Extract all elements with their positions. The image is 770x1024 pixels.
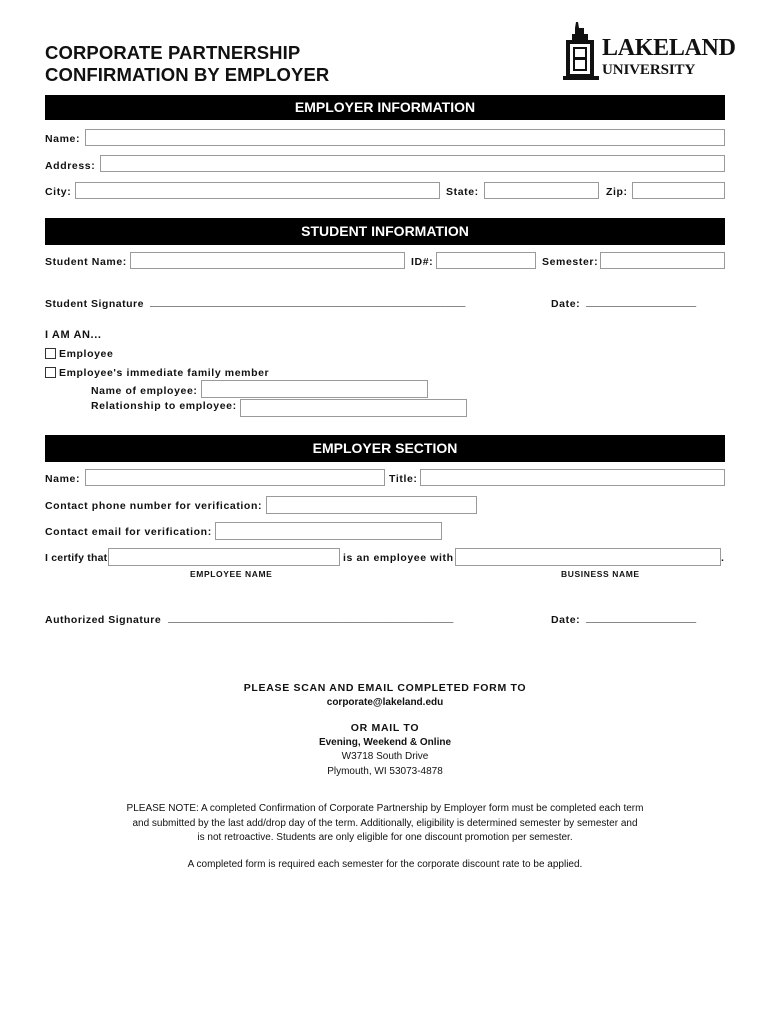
employer-city-label: City: xyxy=(45,186,72,198)
certify-period: . xyxy=(721,552,725,564)
student-date-line[interactable]: ______________________ xyxy=(586,297,697,307)
note-line-3: is not retroactive. Students are only eligible for one discount promotion per semester. xyxy=(197,832,573,843)
business-name-caption: BUSINESS NAME xyxy=(561,569,640,579)
student-information-header: STUDENT INFORMATION xyxy=(45,218,725,245)
employer-state-label: State: xyxy=(446,186,479,198)
employer-section-name-field[interactable] xyxy=(85,469,385,486)
page-title xyxy=(45,42,329,86)
authorized-date-line[interactable]: ______________________ xyxy=(586,613,697,623)
authorized-signature-label: Authorized Signature xyxy=(45,614,162,626)
certify-employee-name-field[interactable] xyxy=(108,548,340,566)
employer-address-label: Address: xyxy=(45,160,96,172)
employee-checkbox[interactable] xyxy=(45,348,56,359)
student-signature-label: Student Signature xyxy=(45,298,144,310)
contact-phone-label: Contact phone number for verification: xyxy=(45,500,263,512)
student-date-label: Date: xyxy=(551,298,581,310)
employer-section-name-label: Name: xyxy=(45,473,81,485)
please-note-paragraph xyxy=(45,802,725,846)
family-member-option-label: Employee's immediate family member xyxy=(59,367,270,379)
employer-name-field[interactable] xyxy=(85,129,725,146)
note-line-4: A completed form is required each semester for the corporate discount rate to be applied. xyxy=(187,859,583,870)
authorized-signature-line[interactable]: _________________________________________________________ xyxy=(168,613,454,623)
employee-option-label: Employee xyxy=(59,348,114,360)
page-title-line2: CONFIRMATION BY EMPLOYER xyxy=(45,64,330,85)
employer-zip-field[interactable] xyxy=(632,182,725,199)
student-id-label: ID#: xyxy=(411,256,434,268)
authorized-date-label: Date: xyxy=(551,614,581,626)
employer-information-header: EMPLOYER INFORMATION xyxy=(45,95,725,120)
student-signature-line[interactable]: _______________________________________________________________ xyxy=(150,297,466,307)
lakeland-university-logo xyxy=(562,20,736,82)
employer-section-title-field[interactable] xyxy=(420,469,725,486)
tower-icon xyxy=(562,20,602,82)
certify-label: I certify that xyxy=(45,552,108,564)
employee-name-caption: EMPLOYEE NAME xyxy=(190,569,273,579)
semester-label: Semester: xyxy=(542,256,599,268)
employer-state-field[interactable] xyxy=(484,182,599,199)
student-name-field[interactable] xyxy=(130,252,405,269)
family-member-checkbox[interactable] xyxy=(45,367,56,378)
submission-email: corporate@lakeland.edu xyxy=(326,697,444,708)
mail-heading: OR MAIL TO xyxy=(350,722,420,734)
semester-field[interactable] xyxy=(600,252,725,269)
relationship-field[interactable] xyxy=(240,399,467,417)
certify-business-name-field[interactable] xyxy=(455,548,721,566)
employer-name-label: Name: xyxy=(45,133,81,145)
employer-section-header: EMPLOYER SECTION xyxy=(45,435,725,462)
employer-address-field[interactable] xyxy=(100,155,725,172)
page-title-line1: CORPORATE PARTNERSHIP xyxy=(45,42,301,63)
mail-city: Plymouth, WI 53073-4878 xyxy=(327,766,443,777)
logo-university: UNIVERSITY xyxy=(602,62,696,78)
contact-email-label: Contact email for verification: xyxy=(45,526,212,538)
employer-section-title-label: Title: xyxy=(389,473,418,485)
student-name-label: Student Name: xyxy=(45,256,127,268)
name-of-employee-label: Name of employee: xyxy=(91,385,198,397)
note-line-2: and submitted by the last add/drop day of the term. Additionally, eligibility is determined semester by semester and xyxy=(132,817,638,829)
mail-street: W3718 South Drive xyxy=(341,751,429,762)
contact-email-field[interactable] xyxy=(215,522,442,540)
mail-department: Evening, Weekend & Online xyxy=(318,737,452,748)
logo-lakeland: LAKELAND xyxy=(602,35,736,61)
student-id-field[interactable] xyxy=(436,252,536,269)
note-line-1: PLEASE NOTE: A completed Confirmation of Corporate Partnership by Employer form must be completed each term xyxy=(126,803,644,814)
name-of-employee-field[interactable] xyxy=(201,380,428,398)
scan-heading: PLEASE SCAN AND EMAIL COMPLETED FORM TO xyxy=(243,682,527,694)
employer-zip-label: Zip: xyxy=(606,186,628,198)
contact-phone-field[interactable] xyxy=(266,496,477,514)
i-am-an-heading: I AM AN... xyxy=(45,329,102,341)
relationship-label: Relationship to employee: xyxy=(91,400,237,412)
employer-city-field[interactable] xyxy=(75,182,440,199)
is-employee-with-label: is an employee with xyxy=(343,552,454,564)
